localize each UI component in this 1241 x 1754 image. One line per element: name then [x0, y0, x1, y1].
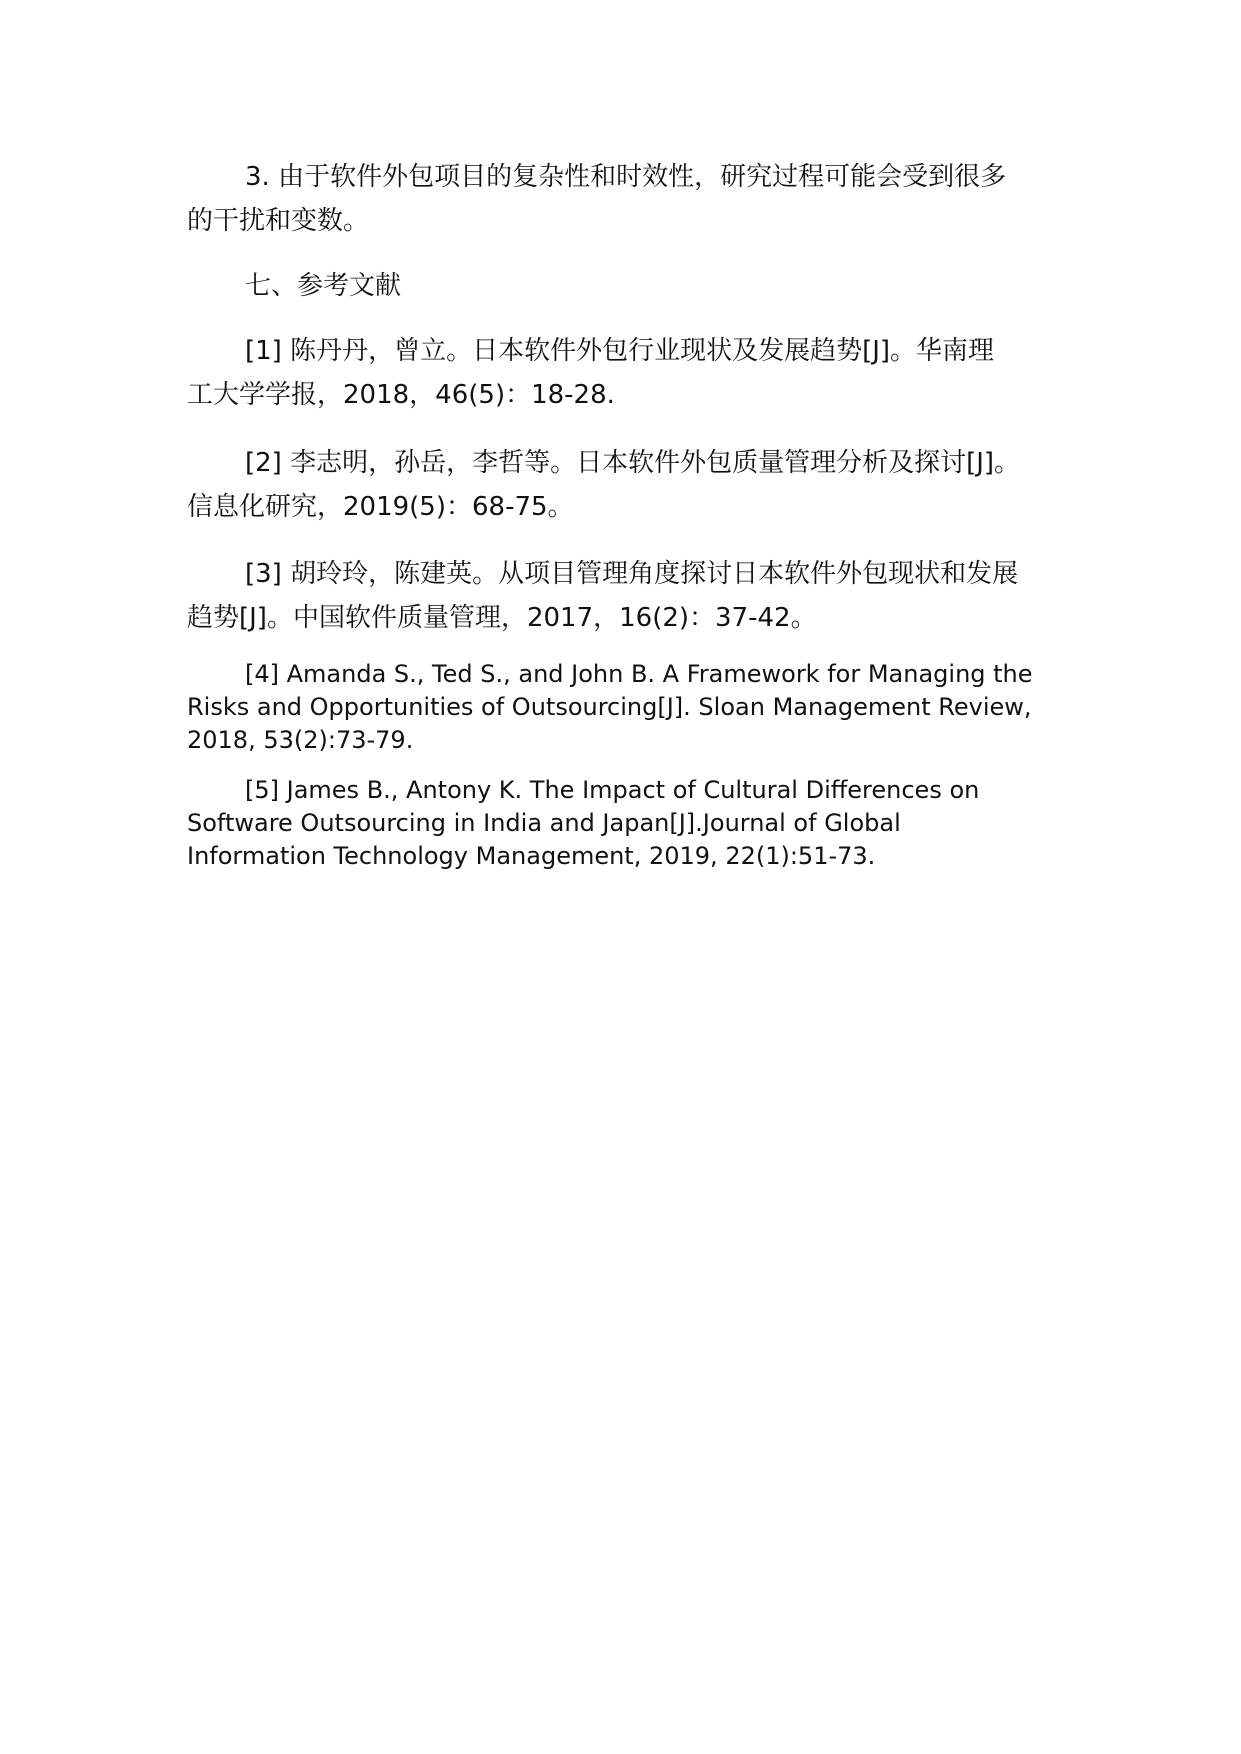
- reference-item-3: [187, 552, 1077, 640]
- reference-line: [4] Amanda S., Ted S., and John B. A Framework for Managing the: [245, 660, 1033, 688]
- reference-line: Software Outsourcing in India and Japan[J].Journal of Global: [187, 809, 901, 837]
- reference-line: [3] 胡玲玲，陈建英。从项目管理角度探讨日本软件外包现状和发展: [245, 559, 1019, 589]
- reference-line: [2] 李志明，孙岳，李哲等。日本软件外包质量管理分析及探讨[J]。: [245, 448, 1021, 478]
- paragraph-line: 3. 由于软件外包项目的复杂性和时效性，研究过程可能会受到很多: [245, 162, 1007, 192]
- section-heading-references: [187, 264, 1077, 308]
- reference-line: 工大学学报，2018，46(5)：18-28.: [187, 380, 615, 410]
- reference-line: 2018, 53(2):73-79.: [187, 726, 414, 754]
- paragraph-line: 的干扰和变数。: [187, 206, 370, 236]
- reference-line: [1] 陈丹丹，曾立。日本软件外包行业现状及发展趋势[J]。华南理: [245, 336, 995, 366]
- reference-item-2: [187, 441, 1077, 529]
- reference-item-1: [187, 329, 1077, 417]
- reference-line: [5] James B., Antony K. The Impact of Cultural Differences on: [245, 776, 980, 804]
- reference-line: 信息化研究，2019(5)：68-75。: [187, 492, 574, 522]
- reference-line: Risks and Opportunities of Outsourcing[J]. Sloan Management Review,: [187, 693, 1032, 721]
- reference-line: 趋势[J]。中国软件质量管理，2017，16(2)：37-42。: [187, 603, 817, 633]
- reference-line: Information Technology Management, 2019, 22(1):51-73.: [187, 842, 876, 870]
- paragraph-limitation-3: [187, 155, 1077, 243]
- heading-text: 七、参考文献: [245, 271, 402, 301]
- reference-item-4: [187, 658, 1087, 757]
- reference-item-5: [187, 774, 1087, 873]
